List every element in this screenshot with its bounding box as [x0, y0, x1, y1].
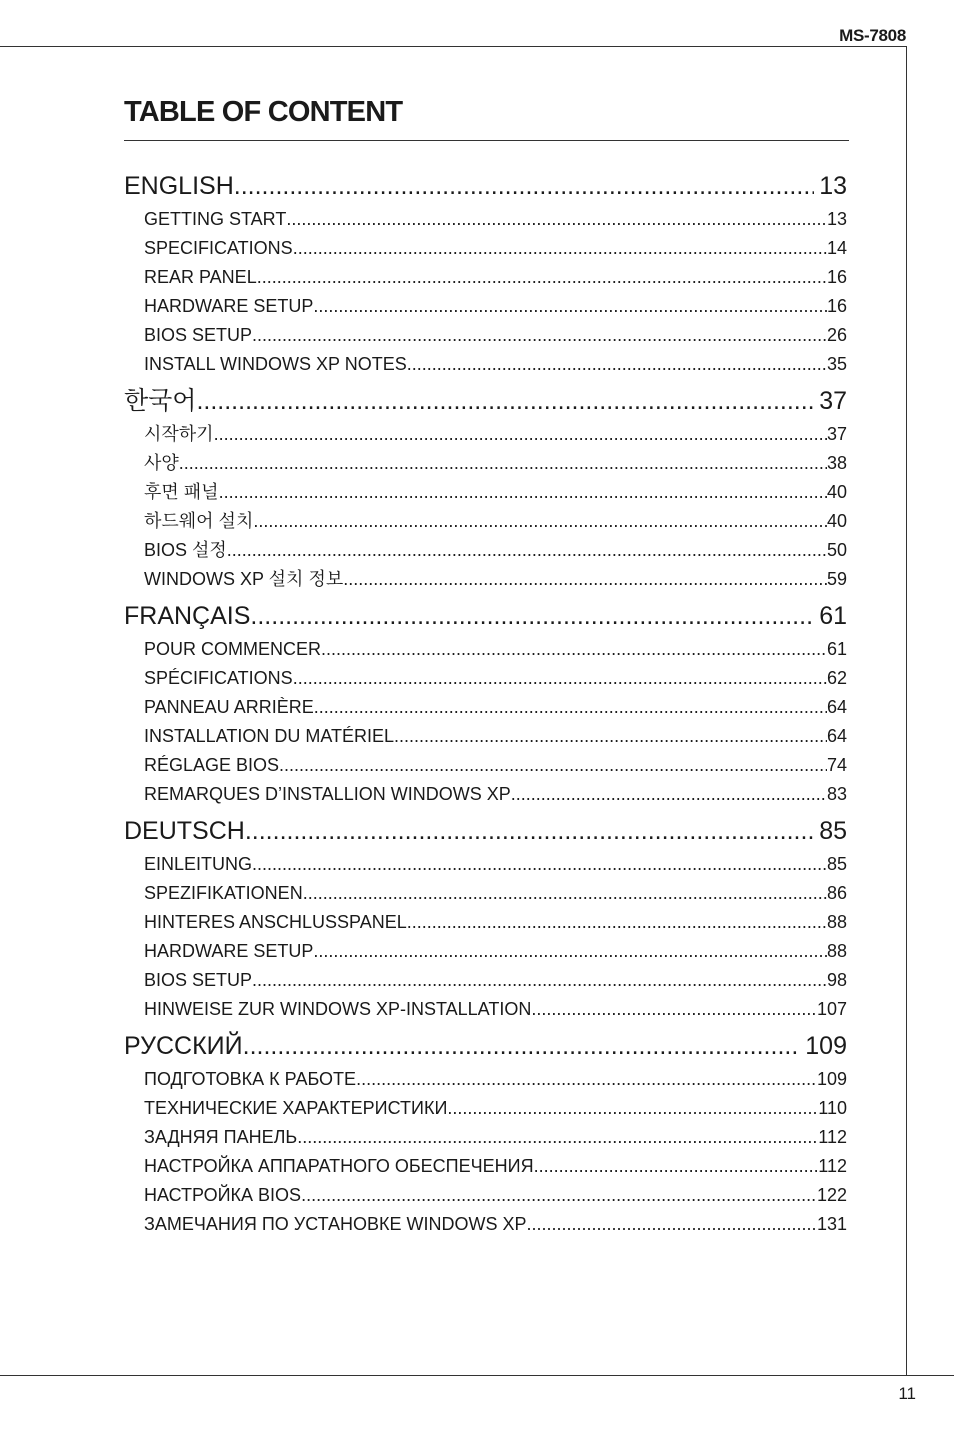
dot-leader [253, 507, 827, 536]
toc-section-page: 85 [819, 817, 847, 845]
toc-entry[interactable] [124, 321, 847, 350]
toc-entry-page: 61 [826, 639, 847, 659]
dot-leader [245, 812, 814, 850]
toc-entry-page: 40 [826, 511, 847, 531]
toc-section-page: 61 [819, 602, 847, 630]
toc-entry-title: ЗАДНЯЯ ПАНЕЛЬ [144, 1127, 298, 1147]
toc-entry[interactable] [124, 995, 847, 1024]
toc-entry-title: INSTALL WINDOWS XP NOTES [144, 354, 407, 374]
toc-section-title: 한국어 [124, 387, 197, 415]
toc-section-heading[interactable] [124, 1027, 847, 1065]
toc-entry-page: 16 [826, 267, 847, 287]
toc-entry[interactable] [124, 1152, 847, 1181]
toc-section [124, 1027, 847, 1239]
toc-entry-page: 26 [826, 325, 847, 345]
toc-entry[interactable] [124, 1065, 847, 1094]
toc-entry[interactable] [124, 536, 847, 565]
toc-entry-page: 110 [818, 1098, 847, 1118]
toc-entry-title: 후면 패널 [144, 482, 219, 502]
toc-entry-title: ЗАМЕЧАНИЯ ПО УСТАНОВКЕ WINDOWS XP [144, 1214, 527, 1234]
dot-leader [527, 1210, 817, 1239]
toc-entry-title: BIOS SETUP [144, 970, 253, 990]
dot-leader [252, 321, 827, 350]
toc-entry-title: HARDWARE SETUP [144, 296, 314, 316]
dot-leader [297, 1123, 818, 1152]
toc-entry-list [124, 420, 847, 594]
toc-entry-title: HARDWARE SETUP [144, 941, 314, 961]
toc-entry-page: 16 [826, 296, 847, 316]
dot-leader [534, 1152, 819, 1181]
dot-leader [257, 263, 827, 292]
toc-entry-page: 98 [826, 970, 847, 990]
toc-entry-page: 88 [826, 912, 847, 932]
toc-section [124, 382, 847, 594]
toc-entry-page: 88 [826, 941, 847, 961]
dot-leader [313, 937, 827, 966]
toc-entry-page: 122 [816, 1185, 847, 1205]
dot-leader [407, 350, 827, 379]
toc-entry-title: 시작하기 [144, 424, 214, 444]
toc-section-page: 109 [805, 1032, 847, 1060]
toc-entry-page: 74 [826, 755, 847, 775]
toc-entry-page: 109 [816, 1069, 847, 1089]
toc-entry-page: 14 [826, 238, 847, 258]
toc-entry-title: BIOS 설정 [144, 540, 227, 560]
toc-entry-title: PANNEAU ARRIÈRE [144, 697, 314, 717]
toc-entry-page: 83 [826, 784, 847, 804]
toc-entry-page: 35 [826, 354, 847, 374]
dot-leader [531, 995, 817, 1024]
dot-leader [227, 536, 827, 565]
toc-entry-title: ПОДГОТОВКА К РАБОТЕ [144, 1069, 357, 1089]
toc-entry-title: INSTALLATION DU MATÉRIEL [144, 726, 395, 746]
toc-entry-title: ТЕХНИЧЕСКИЕ ХАРАКТЕРИСТИКИ [144, 1098, 448, 1118]
toc-entry[interactable] [124, 1094, 847, 1123]
toc-entry-page: 131 [816, 1214, 847, 1234]
toc-entry-page: 64 [826, 726, 847, 746]
dot-leader [219, 478, 827, 507]
dot-leader [321, 635, 827, 664]
dot-leader [407, 908, 827, 937]
toc-entry[interactable] [124, 350, 847, 379]
dot-leader [252, 966, 827, 995]
toc-body [124, 167, 847, 1239]
toc-entry-list [124, 1065, 847, 1239]
toc-entry[interactable] [124, 693, 847, 722]
toc-entry[interactable] [124, 420, 847, 449]
toc-section-heading[interactable] [124, 167, 847, 205]
toc-entry[interactable] [124, 1123, 847, 1152]
toc-entry[interactable] [124, 664, 847, 693]
toc-entry-page: 107 [816, 999, 847, 1019]
toc-entry-title: REAR PANEL [144, 267, 257, 287]
dot-leader [511, 780, 827, 809]
toc-entry-title: RÉGLAGE BIOS [144, 755, 280, 775]
toc-entry-title: НАСТРОЙКА BIOS [144, 1185, 302, 1205]
toc-entry-title: EINLEITUNG [144, 854, 253, 874]
toc-entry[interactable] [124, 449, 847, 478]
toc-entry[interactable] [124, 234, 847, 263]
dot-leader [293, 234, 827, 263]
toc-entry-page: 112 [818, 1156, 847, 1176]
dot-leader [252, 850, 827, 879]
dot-leader [293, 664, 827, 693]
toc-section [124, 812, 847, 1024]
toc-entry-page: 112 [818, 1127, 847, 1147]
toc-section-title: FRANÇAIS [124, 602, 251, 630]
toc-entry-title: 사양 [144, 453, 179, 473]
toc-entry[interactable] [124, 722, 847, 751]
toc-entry-title: HINWEISE ZUR WINDOWS XP-INSTALLATION [144, 999, 532, 1019]
toc-entry-title: НАСТРОЙКА АППАРАТНОГО ОБЕСПЕЧЕНИЯ [144, 1156, 534, 1176]
toc-section [124, 597, 847, 809]
toc-entry-title: HINTERES ANSCHLUSSPANEL [144, 912, 407, 932]
toc-entry[interactable] [124, 1210, 847, 1239]
toc-entry[interactable] [124, 565, 847, 594]
toc-section-title: РУССКИЙ [124, 1032, 243, 1060]
toc-entry-title: 하드웨어 설치 [144, 511, 254, 531]
footer-rule [0, 1375, 954, 1376]
toc-entry-page: 37 [826, 424, 847, 444]
dot-leader [356, 1065, 817, 1094]
toc-entry[interactable] [124, 751, 847, 780]
toc-section-page: 37 [819, 387, 847, 415]
dot-leader [447, 1094, 818, 1123]
dot-leader [313, 292, 827, 321]
toc-entry-page: 59 [826, 569, 847, 589]
right-margin-rule [906, 46, 907, 1376]
toc-entry[interactable] [124, 292, 847, 321]
toc-section-title: ENGLISH [124, 172, 234, 200]
title-underline [124, 140, 849, 141]
toc-entry[interactable] [124, 780, 847, 809]
toc-entry-page: 13 [826, 209, 847, 229]
dot-leader [303, 879, 827, 908]
toc-entry-list [124, 205, 847, 379]
dot-leader [250, 597, 814, 635]
toc-entry-title: SPEZIFIKATIONEN [144, 883, 303, 903]
toc-entry[interactable] [124, 635, 847, 664]
dot-leader [301, 1181, 817, 1210]
toc-entry-page: 64 [826, 697, 847, 717]
toc-entry-title: POUR COMMENCER [144, 639, 322, 659]
toc-entry-page: 86 [826, 883, 847, 903]
model-number: MS-7808 [839, 26, 906, 45]
toc-section-heading[interactable] [124, 812, 847, 850]
dot-leader [196, 382, 814, 420]
toc-entry[interactable] [124, 263, 847, 292]
toc-section [124, 167, 847, 379]
dot-leader [234, 167, 814, 205]
dot-leader [179, 449, 827, 478]
toc-entry-title: REMARQUES D’INSTALLION WINDOWS XP [144, 784, 511, 804]
toc-section-page: 13 [819, 172, 847, 200]
page-number: 11 [898, 1384, 916, 1403]
dot-leader [314, 693, 827, 722]
toc-section-heading[interactable] [124, 597, 847, 635]
dot-leader [286, 205, 827, 234]
dot-leader [214, 420, 827, 449]
table-of-contents [124, 167, 847, 1242]
toc-entry[interactable] [124, 908, 847, 937]
toc-entry-page: 85 [826, 854, 847, 874]
toc-entry-title: GETTING START [144, 209, 287, 229]
toc-entry[interactable] [124, 937, 847, 966]
dot-leader [243, 1027, 801, 1065]
toc-entry[interactable] [124, 507, 847, 536]
dot-leader [394, 722, 827, 751]
header-rule [0, 46, 907, 47]
toc-entry-title: BIOS SETUP [144, 325, 253, 345]
toc-entry-title: WINDOWS XP 설치 정보 [144, 569, 344, 589]
page-title: TABLE OF CONTENT [124, 96, 403, 128]
toc-entry-title: SPÉCIFICATIONS [144, 668, 293, 688]
toc-entry-list [124, 850, 847, 1024]
toc-entry[interactable] [124, 879, 847, 908]
dot-leader [279, 751, 827, 780]
toc-entry[interactable] [124, 205, 847, 234]
toc-section-heading[interactable] [124, 382, 847, 420]
toc-entry[interactable] [124, 850, 847, 879]
toc-entry-page: 62 [826, 668, 847, 688]
toc-entry-page: 38 [826, 453, 847, 473]
toc-entry[interactable] [124, 966, 847, 995]
dot-leader [343, 565, 827, 594]
toc-entry-page: 40 [826, 482, 847, 502]
toc-entry[interactable] [124, 1181, 847, 1210]
toc-entry-page: 50 [826, 540, 847, 560]
toc-entry-title: SPECIFICATIONS [144, 238, 293, 258]
toc-section-title: DEUTSCH [124, 817, 245, 845]
toc-entry[interactable] [124, 478, 847, 507]
toc-entry-list [124, 635, 847, 809]
